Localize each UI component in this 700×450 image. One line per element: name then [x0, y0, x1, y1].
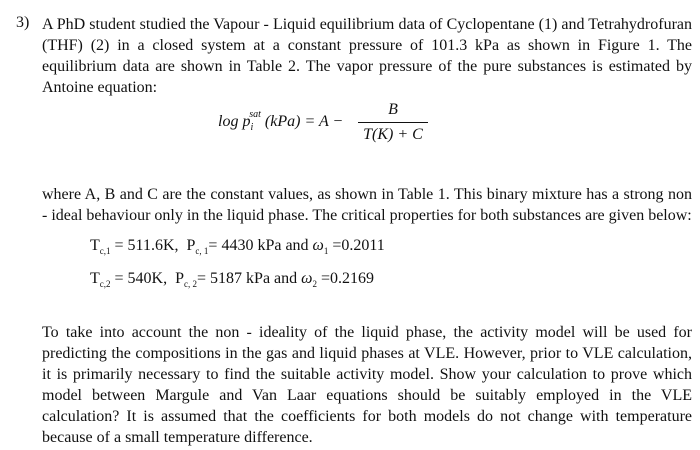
pc2-subscript: c, 2 — [184, 279, 198, 289]
omega1-label: ω — [312, 237, 324, 254]
question-intro-paragraph: A PhD student studied the Vapour - Liquid equilibrium data of Cyclopentane (1) and Tetrahydrofuran (THF) (2) in a closed system at a constant pressure of 101.3 kPa as shown in Figure 1. The equilibrium data are shown in Table 2. The vapor pressure of the pure substances is estimated by Antoine equation: — [42, 16, 692, 96]
critical-properties-1 — [90, 237, 385, 255]
equation-lhs — [218, 109, 344, 133]
pc1-label: P — [186, 237, 196, 254]
equation-denominator: T(K) + C — [363, 126, 423, 143]
tc2-subscript: c,2 — [99, 279, 111, 289]
equation-superscript: sat — [249, 109, 261, 120]
pc2-value: = 5187 kPa and — [197, 270, 298, 287]
omega1-value: =0.2011 — [332, 237, 385, 254]
fraction-bar — [358, 122, 428, 123]
equation-subscript: i — [250, 122, 254, 133]
omega1-subscript: 1 — [323, 246, 329, 256]
tc1-label: T — [90, 237, 100, 254]
tc1-value: = 511.6K, — [114, 237, 179, 254]
equation-log: log p — [218, 113, 251, 130]
equation-fraction — [358, 100, 428, 145]
question-number: 3) — [16, 14, 30, 31]
pc1-value: = 4430 kPa and — [208, 237, 309, 254]
equation-lhs-rest: (kPa) = A − — [264, 113, 344, 130]
pc1-subscript: c, 1 — [195, 246, 209, 256]
omega2-subscript: 2 — [312, 279, 317, 289]
antoine-equation — [218, 100, 478, 150]
tc2-label: T — [90, 270, 100, 287]
tc1-subscript: c,1 — [99, 246, 111, 256]
tc2-value: = 540K, — [114, 270, 168, 287]
equation-numerator: B — [388, 101, 398, 118]
omega2-value: =0.2169 — [320, 270, 374, 287]
omega2-label: ω — [301, 270, 313, 287]
pc2-label: P — [175, 270, 185, 287]
critical-properties-2 — [90, 270, 374, 288]
question-closing-paragraph: To take into account the non - ideality of the liquid phase, the activity model will be used for predicting the compositions in the gas and liquid phases at VLE. However, prior to VLE calculation, it is primarily necessary to find the suitable activity model. Show your calculation to prove which model between Margule and Van Laar equations should be suitably employed in the VLE calculation? It is assumed that the coefficients for both models do not change with temperature because of a small temperature difference. — [42, 324, 692, 446]
question-middle-paragraph: where A, B and C are the constant values, as shown in Table 1. This binary mixture has a strong non - ideal behaviour only in the liquid phase. The critical properties for both substances are given below: — [42, 186, 692, 224]
